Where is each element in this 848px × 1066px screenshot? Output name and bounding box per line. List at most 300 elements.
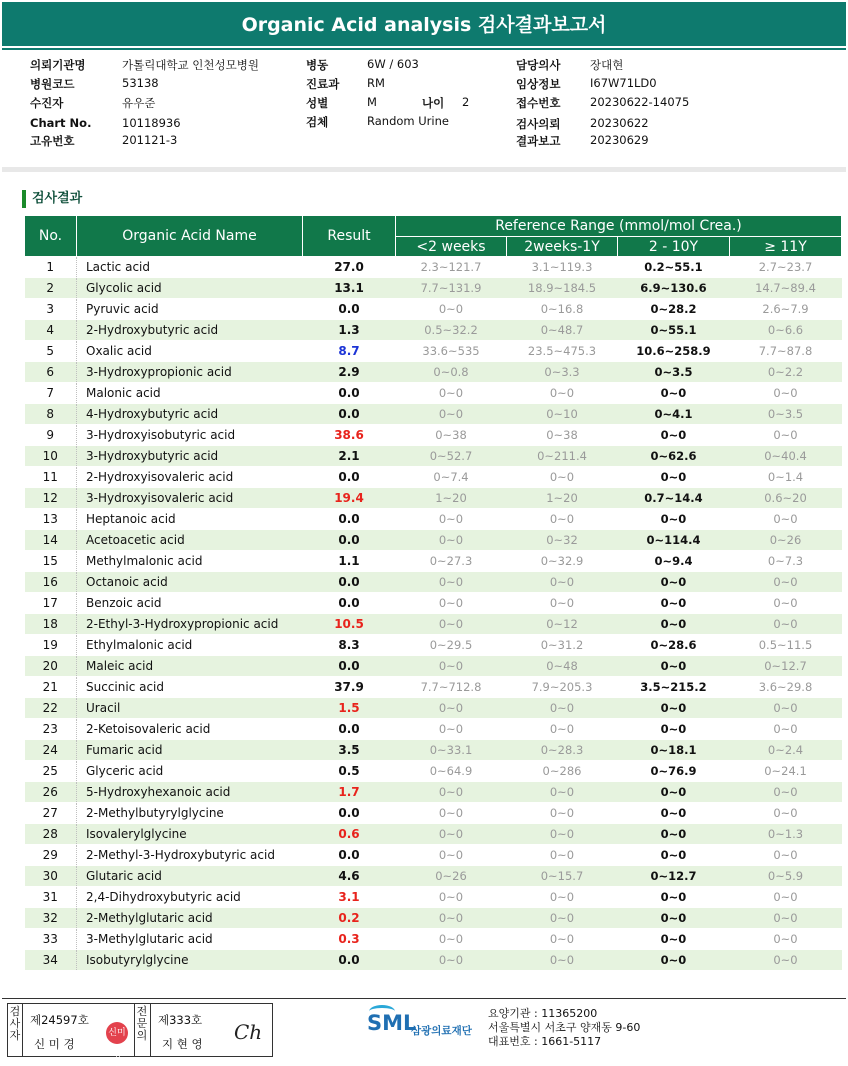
table-row (25, 929, 842, 950)
info-label: 결과보고 (516, 134, 561, 148)
reviewer-label: 전문의 (136, 1005, 148, 1042)
info-value: RM (367, 76, 385, 90)
range-ge11y: 0~0 (730, 698, 842, 719)
range-2-10y: 0~0 (618, 803, 730, 824)
range-2-10y: 0~0 (618, 782, 730, 803)
range-ge11y: 0~0 (730, 572, 842, 593)
acid-name: 2-Methylglutaric acid (77, 908, 303, 929)
range-lt2w: 0~26 (396, 866, 507, 887)
range-lt2w: 0~0 (396, 614, 507, 635)
result-value: 0.5 (303, 761, 396, 782)
info-label: 검사의뢰 (516, 117, 561, 131)
result-value: 3.1 (303, 887, 396, 908)
result-value: 2.9 (303, 362, 396, 383)
range-2w-1y: 0~0 (507, 824, 618, 845)
range-lt2w: 0~0 (396, 803, 507, 824)
info-value: 20230622-14075 (590, 95, 690, 109)
range-ge11y: 0~0 (730, 509, 842, 530)
row-no: 9 (25, 425, 77, 446)
result-value: 0.0 (303, 803, 396, 824)
range-ge11y: 0~5.9 (730, 866, 842, 887)
acid-name: Ethylmalonic acid (77, 635, 303, 656)
range-2w-1y: 0~0 (507, 698, 618, 719)
range-lt2w: 0~38 (396, 425, 507, 446)
acid-name: 3-Hydroxyisobutyric acid (77, 425, 303, 446)
range-2w-1y: 0~0 (507, 383, 618, 404)
range-2w-1y: 0~28.3 (507, 740, 618, 761)
age-value: 2 (462, 95, 470, 109)
range-2w-1y: 0~32.9 (507, 551, 618, 572)
row-no: 34 (25, 950, 77, 971)
range-2-10y: 0~0 (618, 467, 730, 488)
result-value: 2.1 (303, 446, 396, 467)
table-row (25, 677, 842, 698)
result-value: 4.6 (303, 866, 396, 887)
range-2w-1y: 0~211.4 (507, 446, 618, 467)
range-2w-1y: 0~0 (507, 908, 618, 929)
range-lt2w: 0~7.4 (396, 467, 507, 488)
row-no: 11 (25, 467, 77, 488)
range-2-10y: 0~18.1 (618, 740, 730, 761)
range-ge11y: 0~0 (730, 614, 842, 635)
result-value: 19.4 (303, 488, 396, 509)
range-ge11y: 0~0 (730, 719, 842, 740)
table-row (25, 425, 842, 446)
row-no: 25 (25, 761, 77, 782)
range-lt2w: 0~0 (396, 383, 507, 404)
acid-name: 2-Methyl-3-Hydroxybutyric acid (77, 845, 303, 866)
acid-name: Isobutyrylglycine (77, 950, 303, 971)
acid-name: 3-Hydroxypropionic acid (77, 362, 303, 383)
table-row (25, 761, 842, 782)
range-2w-1y: 0~0 (507, 887, 618, 908)
range-lt2w: 33.6~535 (396, 341, 507, 362)
row-no: 10 (25, 446, 77, 467)
range-ge11y: 0~0 (730, 950, 842, 971)
range-ge11y: 0~0 (730, 803, 842, 824)
range-lt2w: 7.7~131.9 (396, 278, 507, 299)
range-ge11y: 0~0 (730, 383, 842, 404)
section-separator (2, 167, 846, 172)
range-2-10y: 0~12.7 (618, 866, 730, 887)
result-value: 0.0 (303, 404, 396, 425)
range-2-10y: 0~0 (618, 509, 730, 530)
table-row (25, 341, 842, 362)
range-lt2w: 0~0 (396, 299, 507, 320)
result-value: 3.5 (303, 740, 396, 761)
acid-name: Acetoacetic acid (77, 530, 303, 551)
range-lt2w: 0~0 (396, 572, 507, 593)
header-range: 2 - 10Y (618, 237, 730, 257)
examiner-name: 신 미 경 (34, 1037, 75, 1051)
range-2-10y: 6.9~130.6 (618, 278, 730, 299)
table-row (25, 803, 842, 824)
report-title: Organic Acid analysis 검사결과보고서 (2, 2, 846, 46)
range-ge11y: 0~0 (730, 929, 842, 950)
acid-name: 2-Hydroxybutyric acid (77, 320, 303, 341)
info-value: 10118936 (122, 116, 181, 130)
row-no: 18 (25, 614, 77, 635)
range-2-10y: 0~28.2 (618, 299, 730, 320)
acid-name: 2-Ketoisovaleric acid (77, 719, 303, 740)
range-ge11y: 0~0 (730, 425, 842, 446)
info-label: 수진자 (30, 96, 64, 110)
range-2-10y: 0~3.5 (618, 362, 730, 383)
range-lt2w: 0~0 (396, 404, 507, 425)
table-row (25, 320, 842, 341)
info-value: M (367, 95, 377, 109)
range-2w-1y: 0~10 (507, 404, 618, 425)
range-lt2w: 0~64.9 (396, 761, 507, 782)
result-value: 37.9 (303, 677, 396, 698)
table-row (25, 866, 842, 887)
acid-name: 2-Methylbutyrylglycine (77, 803, 303, 824)
range-2w-1y: 3.1~119.3 (507, 257, 618, 278)
org-info-line: 요양기관 : 11365200 (488, 1007, 598, 1020)
range-ge11y: 0~0 (730, 887, 842, 908)
range-2-10y: 0~0 (618, 929, 730, 950)
table-row (25, 614, 842, 635)
acid-name: Glutaric acid (77, 866, 303, 887)
row-no: 33 (25, 929, 77, 950)
acid-name: 5-Hydroxyhexanoic acid (77, 782, 303, 803)
range-2w-1y: 0~0 (507, 719, 618, 740)
acid-name: Pyruvic acid (77, 299, 303, 320)
range-2w-1y: 7.9~205.3 (507, 677, 618, 698)
acid-name: 2,4-Dihydroxybutyric acid (77, 887, 303, 908)
range-lt2w: 0~0 (396, 656, 507, 677)
result-value: 0.0 (303, 467, 396, 488)
range-lt2w: 0~0 (396, 782, 507, 803)
acid-name: Benzoic acid (77, 593, 303, 614)
info-value: 6W / 603 (367, 57, 419, 71)
table-row (25, 257, 842, 278)
result-value: 8.7 (303, 341, 396, 362)
range-2w-1y: 18.9~184.5 (507, 278, 618, 299)
row-no: 7 (25, 383, 77, 404)
range-ge11y: 0~7.3 (730, 551, 842, 572)
range-lt2w: 0~0 (396, 887, 507, 908)
acid-name: Heptanoic acid (77, 509, 303, 530)
result-value: 1.3 (303, 320, 396, 341)
range-lt2w: 0~0 (396, 845, 507, 866)
acid-name: Uracil (77, 698, 303, 719)
table-row (25, 656, 842, 677)
result-value: 0.0 (303, 299, 396, 320)
acid-name: Octanoic acid (77, 572, 303, 593)
info-value: 장대현 (590, 58, 624, 72)
range-2w-1y: 0~38 (507, 425, 618, 446)
table-row (25, 908, 842, 929)
acid-name: 3-Methylglutaric acid (77, 929, 303, 950)
range-2-10y: 0~0 (618, 614, 730, 635)
examiner-license: 제24597호 (30, 1013, 89, 1027)
range-2-10y: 0~0 (618, 698, 730, 719)
table-row (25, 593, 842, 614)
info-value: I67W71LD0 (590, 76, 657, 90)
range-2-10y: 0~114.4 (618, 530, 730, 551)
result-value: 38.6 (303, 425, 396, 446)
range-ge11y: 0.5~11.5 (730, 635, 842, 656)
table-row (25, 824, 842, 845)
range-lt2w: 0~0.8 (396, 362, 507, 383)
range-lt2w: 0~29.5 (396, 635, 507, 656)
range-lt2w: 2.3~121.7 (396, 257, 507, 278)
acid-name: Glycolic acid (77, 278, 303, 299)
table-row (25, 446, 842, 467)
range-ge11y: 0~40.4 (730, 446, 842, 467)
result-value: 0.0 (303, 509, 396, 530)
range-lt2w: 0~0 (396, 824, 507, 845)
row-no: 14 (25, 530, 77, 551)
row-no: 16 (25, 572, 77, 593)
acid-name: Lactic acid (77, 257, 303, 278)
range-2-10y: 0~0 (618, 593, 730, 614)
acid-name: Isovalerylglycine (77, 824, 303, 845)
result-value: 0.0 (303, 383, 396, 404)
info-label: 성별 (306, 96, 329, 110)
row-no: 30 (25, 866, 77, 887)
result-value: 27.0 (303, 257, 396, 278)
range-ge11y: 0~0 (730, 845, 842, 866)
range-lt2w: 7.7~712.8 (396, 677, 507, 698)
range-lt2w: 0.5~32.2 (396, 320, 507, 341)
signature-box (7, 1003, 273, 1060)
org-info-line: 대표번호 : 1661-5117 (488, 1035, 602, 1048)
row-no: 19 (25, 635, 77, 656)
row-no: 27 (25, 803, 77, 824)
range-ge11y: 0~1.4 (730, 467, 842, 488)
range-ge11y: 0~3.5 (730, 404, 842, 425)
row-no: 29 (25, 845, 77, 866)
result-value: 8.3 (303, 635, 396, 656)
range-ge11y: 7.7~87.8 (730, 341, 842, 362)
range-ge11y: 2.7~23.7 (730, 257, 842, 278)
info-label: Chart No. (30, 116, 92, 130)
row-no: 31 (25, 887, 77, 908)
range-ge11y: 0~0 (730, 593, 842, 614)
range-2-10y: 0~0 (618, 719, 730, 740)
range-2w-1y: 0~0 (507, 509, 618, 530)
org-name: 삼광의료재단 (411, 1025, 472, 1037)
row-no: 2 (25, 278, 77, 299)
range-ge11y: 3.6~29.8 (730, 677, 842, 698)
range-2-10y: 0~0 (618, 656, 730, 677)
result-value: 0.6 (303, 824, 396, 845)
range-2-10y: 0~9.4 (618, 551, 730, 572)
range-2-10y: 0.7~14.4 (618, 488, 730, 509)
row-no: 32 (25, 908, 77, 929)
range-2-10y: 0~62.6 (618, 446, 730, 467)
range-2w-1y: 23.5~475.3 (507, 341, 618, 362)
range-2-10y: 0~0 (618, 887, 730, 908)
range-ge11y: 2.6~7.9 (730, 299, 842, 320)
info-label: 접수번호 (516, 96, 561, 110)
range-lt2w: 0~0 (396, 593, 507, 614)
row-no: 24 (25, 740, 77, 761)
acid-name: Oxalic acid (77, 341, 303, 362)
range-2w-1y: 0~0 (507, 950, 618, 971)
range-2w-1y: 0~286 (507, 761, 618, 782)
reviewer-license: 제333호 (158, 1013, 203, 1027)
range-2w-1y: 0~48.7 (507, 320, 618, 341)
range-2-10y: 0~76.9 (618, 761, 730, 782)
range-2-10y: 10.6~258.9 (618, 341, 730, 362)
range-2w-1y: 0~32 (507, 530, 618, 551)
table-row (25, 299, 842, 320)
range-2-10y: 0~28.6 (618, 635, 730, 656)
info-value: 20230629 (590, 133, 649, 147)
result-value: 0.0 (303, 845, 396, 866)
range-2w-1y: 0~0 (507, 845, 618, 866)
header-reference: Reference Range (mmol/mol Crea.) (396, 216, 842, 237)
acid-name: 3-Hydroxybutyric acid (77, 446, 303, 467)
title-divider (2, 48, 846, 50)
reviewer-name: 지 현 영 (162, 1037, 203, 1051)
info-value: Random Urine (367, 114, 449, 128)
result-value: 0.0 (303, 719, 396, 740)
header-no: No. (25, 216, 77, 257)
range-2-10y: 3.5~215.2 (618, 677, 730, 698)
range-lt2w: 0~0 (396, 509, 507, 530)
row-no: 17 (25, 593, 77, 614)
info-value: 유우준 (122, 96, 156, 110)
info-value: 201121-3 (122, 133, 178, 147)
row-no: 5 (25, 341, 77, 362)
table-row (25, 530, 842, 551)
range-ge11y: 0~2.2 (730, 362, 842, 383)
range-ge11y: 0~0 (730, 908, 842, 929)
range-2w-1y: 0~0 (507, 572, 618, 593)
info-label: 임상정보 (516, 77, 561, 91)
acid-name: 4-Hydroxybutyric acid (77, 404, 303, 425)
range-2w-1y: 0~0 (507, 929, 618, 950)
range-lt2w: 0~0 (396, 929, 507, 950)
report-footer (2, 998, 846, 1061)
acid-name: 3-Hydroxyisovaleric acid (77, 488, 303, 509)
result-value: 0.0 (303, 572, 396, 593)
table-row (25, 950, 842, 971)
range-lt2w: 0~0 (396, 530, 507, 551)
range-lt2w: 0~27.3 (396, 551, 507, 572)
result-value: 0.0 (303, 530, 396, 551)
acid-name: Fumaric acid (77, 740, 303, 761)
header-range: 2weeks-1Y (507, 237, 618, 257)
range-2w-1y: 1~20 (507, 488, 618, 509)
range-2w-1y: 0~12 (507, 614, 618, 635)
row-no: 28 (25, 824, 77, 845)
header-range: ≥ 11Y (730, 237, 842, 257)
row-no: 13 (25, 509, 77, 530)
info-label: 진료과 (306, 77, 340, 91)
range-2-10y: 0~0 (618, 383, 730, 404)
logo-text: SML (367, 1011, 417, 1035)
result-value: 0.0 (303, 950, 396, 971)
row-no: 8 (25, 404, 77, 425)
org-info-line: 서울특별시 서초구 양재동 9-60 (488, 1021, 641, 1034)
range-lt2w: 1~20 (396, 488, 507, 509)
range-2w-1y: 0~48 (507, 656, 618, 677)
row-no: 1 (25, 257, 77, 278)
table-row (25, 845, 842, 866)
signature: Ch (234, 1020, 263, 1044)
table-row (25, 383, 842, 404)
row-no: 22 (25, 698, 77, 719)
info-value: 53138 (122, 76, 159, 90)
range-ge11y: 0~2.4 (730, 740, 842, 761)
range-ge11y: 0~24.1 (730, 761, 842, 782)
range-2w-1y: 0~15.7 (507, 866, 618, 887)
range-ge11y: 0~26 (730, 530, 842, 551)
result-value: 1.1 (303, 551, 396, 572)
range-lt2w: 0~0 (396, 719, 507, 740)
range-2w-1y: 0~0 (507, 782, 618, 803)
row-no: 26 (25, 782, 77, 803)
table-row (25, 572, 842, 593)
info-label: 병동 (306, 58, 329, 72)
table-row (25, 278, 842, 299)
row-no: 21 (25, 677, 77, 698)
table-row (25, 698, 842, 719)
range-2w-1y: 0~0 (507, 803, 618, 824)
table-row (25, 740, 842, 761)
range-2-10y: 0~0 (618, 425, 730, 446)
result-value: 10.5 (303, 614, 396, 635)
section-title: 검사결과 (22, 190, 82, 208)
table-row (25, 635, 842, 656)
examiner-label: 검사자 (9, 1005, 21, 1042)
range-ge11y: 0~0 (730, 782, 842, 803)
acid-name: 2-Ethyl-3-Hydroxypropionic acid (77, 614, 303, 635)
range-lt2w: 0~0 (396, 950, 507, 971)
table-row (25, 488, 842, 509)
range-ge11y: 14.7~89.4 (730, 278, 842, 299)
range-ge11y: 0.6~20 (730, 488, 842, 509)
result-value: 13.1 (303, 278, 396, 299)
table-row (25, 719, 842, 740)
range-2-10y: 0.2~55.1 (618, 257, 730, 278)
info-label: 고유번호 (30, 134, 75, 148)
org-info (488, 1007, 640, 1049)
header-name: Organic Acid Name (77, 216, 303, 257)
info-label: 담당의사 (516, 58, 561, 72)
range-2-10y: 0~0 (618, 908, 730, 929)
acid-name: Methylmalonic acid (77, 551, 303, 572)
table-row (25, 551, 842, 572)
range-ge11y: 0~12.7 (730, 656, 842, 677)
range-lt2w: 0~33.1 (396, 740, 507, 761)
age-label: 나이 (422, 96, 445, 110)
range-2-10y: 0~4.1 (618, 404, 730, 425)
sml-logo (367, 1005, 485, 1049)
header-result: Result (303, 216, 396, 257)
range-2w-1y: 0~0 (507, 593, 618, 614)
range-lt2w: 0~0 (396, 698, 507, 719)
range-2-10y: 0~55.1 (618, 320, 730, 341)
info-label: 검체 (306, 115, 329, 129)
range-2-10y: 0~0 (618, 824, 730, 845)
info-label: 병원코드 (30, 77, 75, 91)
result-value: 0.3 (303, 929, 396, 950)
row-no: 4 (25, 320, 77, 341)
acid-name: Maleic acid (77, 656, 303, 677)
range-ge11y: 0~6.6 (730, 320, 842, 341)
range-2-10y: 0~0 (618, 845, 730, 866)
range-lt2w: 0~52.7 (396, 446, 507, 467)
result-value: 1.7 (303, 782, 396, 803)
row-no: 20 (25, 656, 77, 677)
range-ge11y: 0~1.3 (730, 824, 842, 845)
